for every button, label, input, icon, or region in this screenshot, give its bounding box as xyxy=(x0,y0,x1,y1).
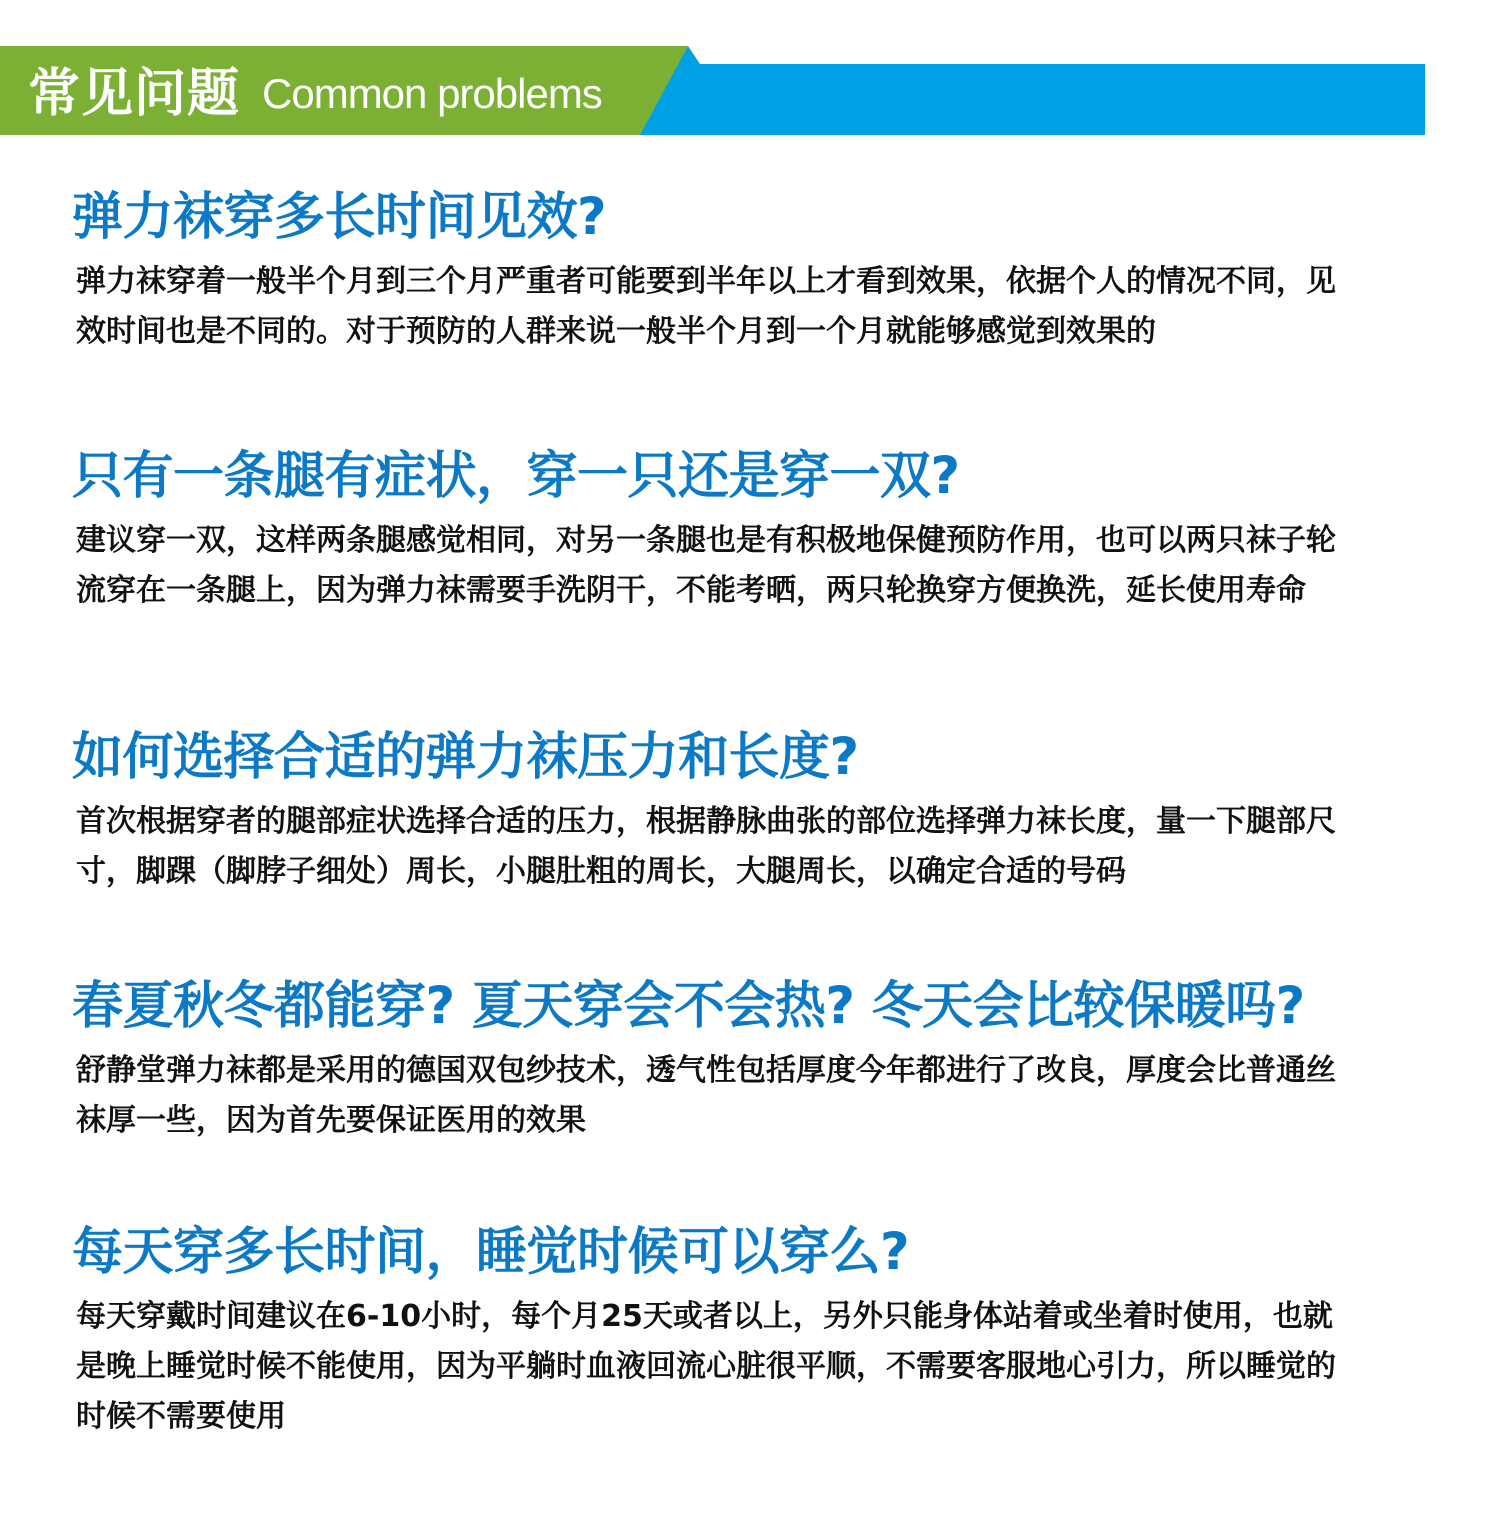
faq-answer: 每天穿戴时间建议在6-10小时，每个月25天或者以上，另外只能身体站着或坐着时使用，也就是晚上睡觉时候不能使用，因为平躺时血液回流心脏很平顺，不需要客服地心引力，所以睡觉的时候不需要使用 xyxy=(76,1299,1336,1434)
faq-question: 只有一条腿有症状，穿一只还是穿一双? xyxy=(72,447,960,506)
faq-question: 弹力袜穿多长时间见效? xyxy=(72,188,607,247)
faq-item-1 xyxy=(72,187,1372,357)
faq-question: 春夏秋冬都能穿? 夏天穿会不会热? 冬天会比较保暖吗? xyxy=(72,977,1305,1036)
faq-answer: 舒静堂弹力袜都是采用的德国双包纱技术，透气性包括厚度今年都进行了改良，厚度会比普通丝袜厚一些，因为首先要保证医用的效果 xyxy=(76,1053,1336,1138)
faq-item-5 xyxy=(72,1222,1372,1442)
header-title-english: Common problems xyxy=(262,70,602,117)
faq-item-4 xyxy=(72,976,1372,1146)
faq-answer: 弹力袜穿着一般半个月到三个月严重者可能要到半年以上才看到效果，依据个人的情况不同，见效时间也是不同的。对于预防的人群来说一般半个月到一个月就能够感觉到效果的 xyxy=(76,264,1336,349)
header-title-chinese: 常见问题 xyxy=(28,64,241,124)
faq-answer: 建议穿一双，这样两条腿感觉相同，对另一条腿也是有积极地保健预防作用，也可以两只袜子轮流穿在一条腿上，因为弹力袜需要手洗阴干，不能考晒，两只轮换穿方便换洗，延长使用寿命 xyxy=(76,523,1336,608)
faq-item-2 xyxy=(72,446,1372,616)
faq-answer: 首次根据穿者的腿部症状选择合适的压力，根据静脉曲张的部位选择弹力袜长度，量一下腿部尺寸，脚踝（脚脖子细处）周长，小腿肚粗的周长，大腿周长，以确定合适的号码 xyxy=(76,804,1336,889)
faq-question: 如何选择合适的弹力袜压力和长度? xyxy=(72,728,859,787)
faq-question: 每天穿多长时间，睡觉时候可以穿么? xyxy=(72,1223,910,1282)
faq-item-3 xyxy=(72,727,1372,897)
